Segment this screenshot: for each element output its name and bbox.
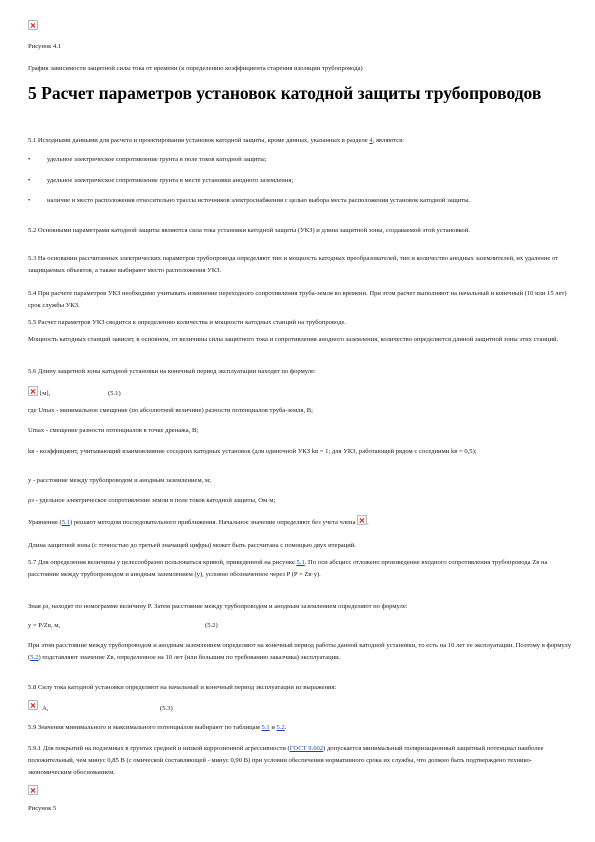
paragraph-5-2: 5.2 Основными параметрами катодной защиты являются сила тока установки катодной защиты (УКЗ) и длина защитной зоны, создаваемой этой установкой. <box>28 227 470 234</box>
paragraph-5-5: 5.5 Расчет параметров УКЗ сводится к определению количества и мощности катодных станций на трубопроводе. <box>28 319 347 326</box>
formula-5-1-unit: [м], <box>40 390 51 397</box>
where-u-max: Umax - смещение разности потенциалов в точке дренажа, В; <box>28 427 199 434</box>
paragraph-5-4: 5.4 При расчете параметров УКЗ необходимо учитывать изменение переходного сопротивления труба-земля во времени. При этом расчет выполняют на начальный и конечный (10 или 15 лет) срок службы УКЗ. <box>28 290 567 310</box>
protection-length-paragraph: Длина защитной зоны (с точностью до третьей значащей цифры) может быть рассчитана с помощью двух итераций. <box>28 542 356 549</box>
paragraph-5-7-continued: Зная ρз, находят по номограмме величину P. Затем расстояние между трубопроводом и анодным заземлением определяют по формуле: <box>28 603 408 610</box>
formula-5-1-image-icon <box>28 386 38 396</box>
bullet-1-text: удельное электрическое сопротивление грунта в поле токов катодной защиты; <box>47 156 267 163</box>
paragraph-5-5-continued: Мощность катодных станций зависит, в основном, от величины силы защитного тока и сопротивления анодного заземления, количество определяется длиной защитной зоны этих станций. <box>28 336 559 343</box>
formula-5-1-number: (5.1) <box>108 390 121 397</box>
bullet-1-marker: • <box>28 156 31 163</box>
figure-5-image-icon <box>28 785 38 795</box>
paragraph-5-8: 5.8 Силу тока катодной установки определяют на начальный и конечный период эксплуатации из выражения: <box>28 684 337 691</box>
graph-caption: График зависимости защитной силы тока от времени (к определению коэффициента старения изоляции трубопровода) <box>28 65 363 72</box>
paragraph-5-9: 5.9 Значения минимального и максимального потенциалов выбирают по таблицам 5.1 и 5.2. <box>28 724 287 731</box>
bullet-3-text: наличие и место расположения относительно трассы источников электроснабжения с целью выбора места расположения установок катодной защиты. <box>47 197 471 204</box>
bullet-2-text: удельное электрическое сопротивление грунта в месте установки анодного заземления; <box>47 177 294 184</box>
paragraph-5-9-1: 5.9.1 Для покрытий на подземных в грунтах средней и низкой коррозионной агрессивности (ГОСТ 9.602) допускается минимальный поляризационный защитный потенциал наиболее положительный, чем минус 0,85 В (с омической составляющей - минус 0,90 В) при условии обеспечения нормативного срока их службы, что должно быть подтверждено технико-экономическим обоснованием. <box>28 745 544 777</box>
section-heading: 5 Расчет параметров установок катодной защиты трубопроводов <box>28 83 542 103</box>
bullet-2-marker: • <box>28 177 31 184</box>
equation-5-1-link[interactable]: 5.1 <box>61 519 70 526</box>
formula-5-3-unit: A, <box>42 705 49 712</box>
formula-5-2-link[interactable]: 5.2 <box>30 654 39 662</box>
distance-paragraph: При этом расстояние между трубопроводом и анодным заземлением определяют на конечный период работы данной катодной установки, то есть на 10 лет ее эксплуатации. Поэтому в формулу (5.2) подставляют значение Zв, определенное на 10 лет (или большим по требованию заказчика) эксплуатации. <box>28 642 572 662</box>
paragraph-5-7: 5.7 Для определения величины y целесообразно пользоваться кривой, приведенной на рисунке 5.1. По оси абсцисс отложено произведение входного сопротивления трубопровода Zв на расстояние между трубопроводом и анодным заземлением (y), условно обозначенное через P (P = Zв·y). <box>28 559 548 579</box>
paragraph-5-1: 5.1 Исходными данными для расчета и проектирования установок катодной защиты, кроме данных, указанных в разделе 4, являются: <box>28 137 404 144</box>
where-y-distance: y - расстояние между трубопроводом и анодным заземлением, м; <box>28 477 211 484</box>
figure-5-caption: Рисунок 5 <box>28 805 57 812</box>
formula-5-2-number: (5.2) <box>205 622 218 629</box>
paragraph-5-3: 5.3 На основании рассчитанных электрических параметров трубопровода определяют тип и мощность катодных преобразователей, тип и количество анодных заземлителей, их удаление от защищаемых объектов, а также выбирают место расположения УКЗ. <box>28 255 559 275</box>
paragraph-5-6: 5.6 Длину защитной зоны катодной установки на конечный период эксплуатации находят по формуле: <box>28 368 316 375</box>
term-image-icon <box>357 515 367 525</box>
formula-5-2-text: y = P/Zв, м, <box>28 622 61 629</box>
table-5-1-link[interactable]: 5.1 <box>261 724 270 731</box>
where-u-min: где Umax - минимальное смещение (по абсолютной величине) разности потенциалов труба-земля, В; <box>28 407 313 414</box>
equation-method-paragraph: Уравнение (5.1) решают методом последовательного приближения. Начальное значение определяют без учета члена . <box>28 517 573 529</box>
formula-5-3-image-icon <box>28 700 38 710</box>
figure-5-1-link[interactable]: 5.1 <box>296 559 305 566</box>
bullet-3-marker: • <box>28 197 31 204</box>
where-rho-resistivity: ρз - удельное электрическое сопротивление земли в поле токов катодной защиты, Ом·м; <box>28 497 276 504</box>
where-k-coefficient: kв - коэффициент, учитывающий взаимовлияние соседних катодных установок (для одиночной УКЗ kв = 1; для УКЗ, работающей рядом с соседними kв = 0,5); <box>28 448 477 455</box>
figure-4-1-caption: Рисунок 4.1 <box>28 43 62 50</box>
broken-image-icon <box>28 20 38 30</box>
table-5-2-link[interactable]: 5.2 <box>276 724 285 731</box>
formula-5-3-number: (5.3) <box>160 705 173 712</box>
gost-link[interactable]: ГОСТ 9.602 <box>289 745 324 752</box>
section-4-link[interactable]: 4 <box>369 137 373 144</box>
